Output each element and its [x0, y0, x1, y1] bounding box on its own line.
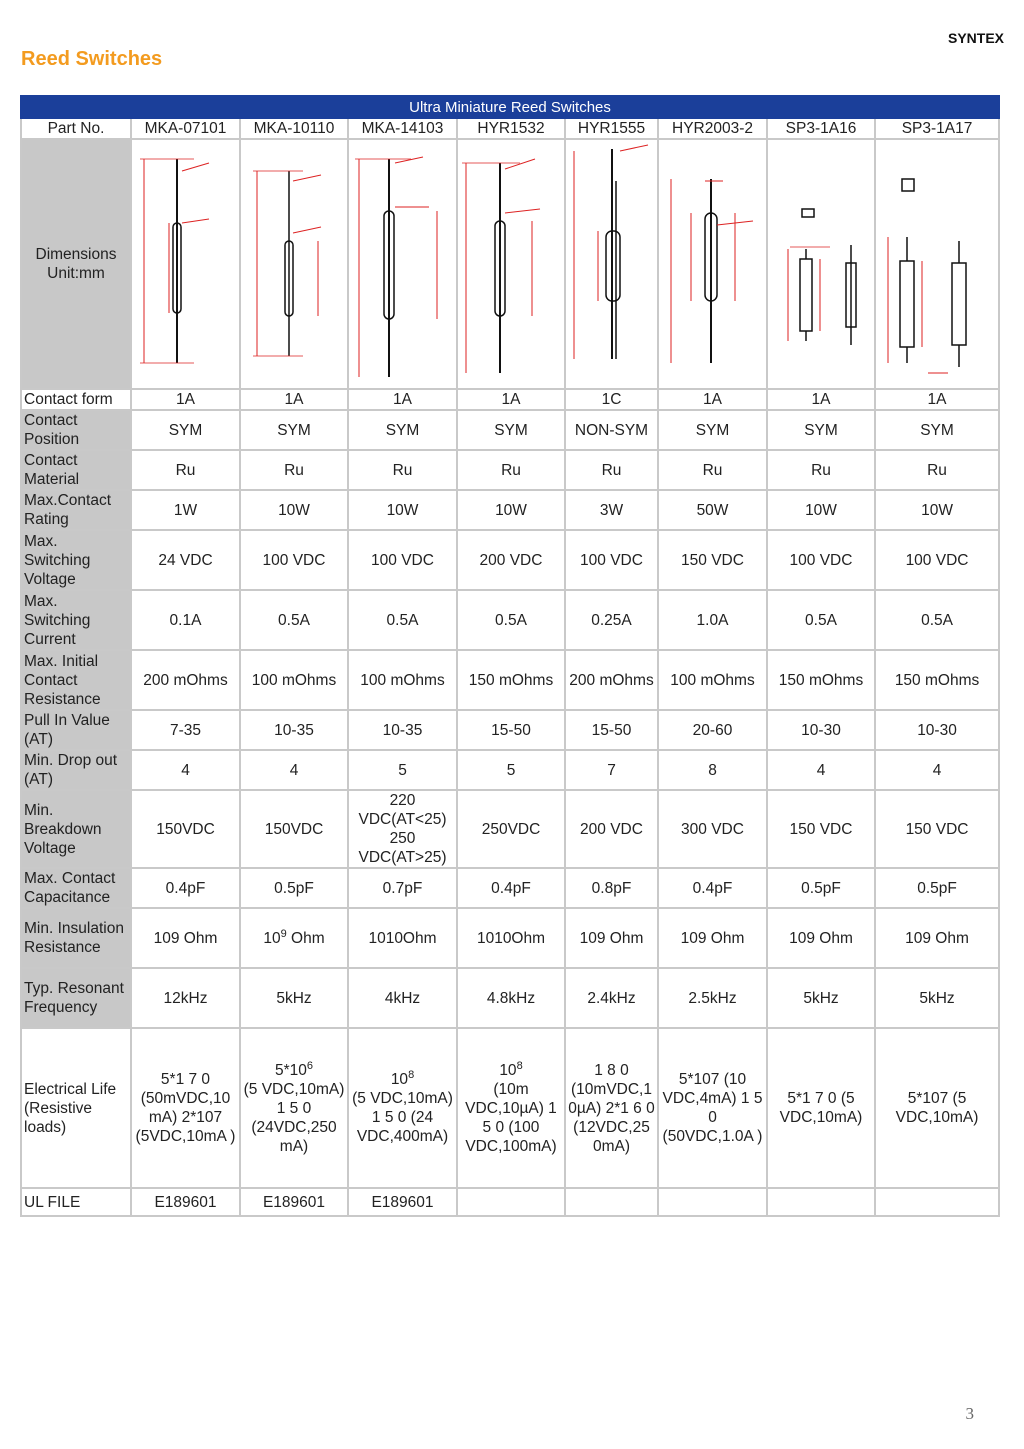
spec-cell: Ru [658, 450, 767, 490]
part-no-header: Part No. [21, 118, 131, 139]
spec-cell: Ru [240, 450, 348, 490]
spec-cell: 1010Ohm [457, 908, 565, 968]
spec-cell: 0.4pF [658, 868, 767, 908]
spec-table [20, 95, 1000, 1217]
part-number: MKA-14103 [348, 118, 457, 139]
spec-cell: 5kHz [875, 968, 999, 1028]
spec-row [21, 868, 999, 908]
spec-cell: 4 [240, 750, 348, 790]
spec-cell: 100 mOhms [348, 650, 457, 710]
spec-cell: 4.8kHz [457, 968, 565, 1028]
spec-cell: 0.8pF [565, 868, 658, 908]
part-number: MKA-07101 [131, 118, 240, 139]
spec-cell: 10W [767, 490, 875, 530]
spec-cell: 0.1A [131, 590, 240, 650]
spec-cell: 200 VDC [565, 790, 658, 868]
spec-cell: NON-SYM [565, 410, 658, 450]
spec-cell: 0.5A [875, 590, 999, 650]
table-banner: Ultra Miniature Reed Switches [21, 96, 999, 118]
spec-cell: 2.4kHz [565, 968, 658, 1028]
spec-cell: 5kHz [240, 968, 348, 1028]
spec-cell: 15-50 [565, 710, 658, 750]
spec-rows [21, 389, 999, 1216]
spec-row [21, 389, 999, 410]
part-number: HYR1555 [565, 118, 658, 139]
dimension-drawing [658, 139, 767, 389]
spec-cell: 5 [348, 750, 457, 790]
row-label: Min. Breakdown Voltage [21, 790, 131, 868]
spec-row [21, 750, 999, 790]
spec-cell: 200 mOhms [565, 650, 658, 710]
spec-cell: 150 mOhms [457, 650, 565, 710]
spec-cell: 5*1 7 0 (5 VDC,10mA) [767, 1028, 875, 1188]
part-number: SP3-1A17 [875, 118, 999, 139]
spec-cell: 5*1 7 0 (50mVDC,10 mA) 2*107 (5VDC,10mA ) [131, 1028, 240, 1188]
spec-cell: 200 mOhms [131, 650, 240, 710]
spec-cell: 150 VDC [875, 790, 999, 868]
spec-cell: Ru [131, 450, 240, 490]
spec-cell: 4kHz [348, 968, 457, 1028]
spec-cell: E189601 [348, 1188, 457, 1216]
spec-cell: 10W [348, 490, 457, 530]
part-number: MKA-10110 [240, 118, 348, 139]
spec-cell: 4 [767, 750, 875, 790]
spec-cell: 100 VDC [565, 530, 658, 590]
spec-cell: 0.25A [565, 590, 658, 650]
spec-cell [767, 1188, 875, 1216]
spec-cell: 5 [457, 750, 565, 790]
spec-cell: Ru [348, 450, 457, 490]
dimension-drawing [767, 139, 875, 389]
spec-cell: 100 VDC [348, 530, 457, 590]
spec-row [21, 590, 999, 650]
spec-cell: $10^8$ (10m VDC,10µA) 1 5 0 (100 VDC,100mA) [457, 1028, 565, 1188]
spec-cell: 100 mOhms [658, 650, 767, 710]
spec-cell: 0.5pF [875, 868, 999, 908]
spec-cell: 109 Ohm [658, 908, 767, 968]
spec-cell: 5*107 (10 VDC,4mA) 1 5 0 (50VDC,1.0A ) [658, 1028, 767, 1188]
spec-cell: 100 VDC [240, 530, 348, 590]
spec-cell: SYM [240, 410, 348, 450]
spec-cell: 0.5pF [767, 868, 875, 908]
spec-row [21, 530, 999, 590]
spec-cell: 10W [875, 490, 999, 530]
spec-cell: 0.5A [348, 590, 457, 650]
spec-cell: 1W [131, 490, 240, 530]
spec-cell: 0.5A [457, 590, 565, 650]
spec-cell: 150 VDC [767, 790, 875, 868]
row-label: Min. Drop out (AT) [21, 750, 131, 790]
spec-cell [875, 1188, 999, 1216]
spec-cell: 5*107 (5 VDC,10mA) [875, 1028, 999, 1188]
spec-cell: 3W [565, 490, 658, 530]
spec-cell: 150 VDC [658, 530, 767, 590]
spec-cell: 10-35 [240, 710, 348, 750]
spec-cell: 150VDC [240, 790, 348, 868]
spec-cell: 150 mOhms [767, 650, 875, 710]
spec-cell: E189601 [240, 1188, 348, 1216]
brand-name: SYNTEX [947, 30, 1004, 46]
spec-row [21, 1028, 999, 1188]
row-label: UL FILE [21, 1188, 131, 1216]
row-label: Max. Switching Current [21, 590, 131, 650]
row-label: Pull In Value (AT) [21, 710, 131, 750]
spec-cell: 1A [240, 389, 348, 410]
spec-cell: 0.5A [240, 590, 348, 650]
spec-cell: 1A [658, 389, 767, 410]
spec-cell: 10-30 [767, 710, 875, 750]
spec-cell: 5kHz [767, 968, 875, 1028]
spec-cell: 24 VDC [131, 530, 240, 590]
dimension-drawing [240, 139, 348, 389]
spec-cell: 300 VDC [658, 790, 767, 868]
spec-row [21, 968, 999, 1028]
row-label: Max. Initial Contact Resistance [21, 650, 131, 710]
spec-cell: Ru [875, 450, 999, 490]
spec-cell: SYM [875, 410, 999, 450]
spec-cell: 150 mOhms [875, 650, 999, 710]
spec-cell: 0.4pF [457, 868, 565, 908]
spec-cell: 1 8 0 (10mVDC,1 0µA) 2*1 6 0 (12VDC,25 0mA) [565, 1028, 658, 1188]
spec-row [21, 490, 999, 530]
spec-cell: 0.4pF [131, 868, 240, 908]
spec-cell: 0.7pF [348, 868, 457, 908]
spec-cell: Ru [457, 450, 565, 490]
spec-cell: 7 [565, 750, 658, 790]
spec-cell: 10W [240, 490, 348, 530]
spec-cell: 7-35 [131, 710, 240, 750]
dimensions-label: Dimensions Unit:mm [21, 139, 131, 389]
row-label: Typ. Resonant Frequency [21, 968, 131, 1028]
spec-cell: 0.5pF [240, 868, 348, 908]
part-number: HYR1532 [457, 118, 565, 139]
spec-cell: 150VDC [131, 790, 240, 868]
page-title: Reed Switches [21, 48, 163, 70]
spec-cell: 1A [348, 389, 457, 410]
part-number: SP3-1A16 [767, 118, 875, 139]
spec-cell: 1010Ohm [348, 908, 457, 968]
spec-cell: 100 VDC [875, 530, 999, 590]
spec-cell: 1A [767, 389, 875, 410]
spec-cell: 1A [875, 389, 999, 410]
spec-cell: SYM [131, 410, 240, 450]
spec-cell: 250VDC [457, 790, 565, 868]
spec-cell: 1A [131, 389, 240, 410]
row-label: Max. Contact Capacitance [21, 868, 131, 908]
spec-cell: 200 VDC [457, 530, 565, 590]
dimension-drawing [131, 139, 240, 389]
spec-cell: 4 [875, 750, 999, 790]
spec-cell: 20-60 [658, 710, 767, 750]
spec-cell: 4 [131, 750, 240, 790]
spec-cell: 2.5kHz [658, 968, 767, 1028]
row-label: Contact Position [21, 410, 131, 450]
spec-row [21, 410, 999, 450]
dimension-drawing [457, 139, 565, 389]
row-label: Max. Switching Voltage [21, 530, 131, 590]
spec-cell [457, 1188, 565, 1216]
spec-cell: 100 VDC [767, 530, 875, 590]
spec-cell: 8 [658, 750, 767, 790]
dimension-drawing [565, 139, 658, 389]
spec-cell: 109 Ohm [131, 908, 240, 968]
row-label: Electrical Life (Resistive loads) [21, 1028, 131, 1188]
row-label: Contact form [21, 389, 131, 410]
spec-row [21, 450, 999, 490]
spec-row [21, 650, 999, 710]
spec-row [21, 790, 999, 868]
spec-row [21, 1188, 999, 1216]
spec-cell: SYM [348, 410, 457, 450]
spec-cell: Ru [565, 450, 658, 490]
spec-cell: 109 Ohm [767, 908, 875, 968]
spec-cell: 10-30 [875, 710, 999, 750]
spec-cell: SYM [658, 410, 767, 450]
row-label: Max.Contact Rating [21, 490, 131, 530]
spec-cell: 12kHz [131, 968, 240, 1028]
spec-cell [565, 1188, 658, 1216]
spec-cell: $5*10^6$ (5 VDC,10mA) 1 5 0 (24VDC,250 mA) [240, 1028, 348, 1188]
spec-cell [658, 1188, 767, 1216]
spec-cell: SYM [457, 410, 565, 450]
spec-cell: 10W [457, 490, 565, 530]
dimension-drawing [875, 139, 999, 389]
spec-cell: 1A [457, 389, 565, 410]
spec-cell: 1.0A [658, 590, 767, 650]
spec-cell: $10^9$ Ohm [240, 908, 348, 968]
page-number: 3 [965, 1404, 974, 1423]
part-number: HYR2003-2 [658, 118, 767, 139]
dimension-drawing [348, 139, 457, 389]
spec-cell: 10-35 [348, 710, 457, 750]
spec-cell: E189601 [131, 1188, 240, 1216]
spec-cell: 109 Ohm [875, 908, 999, 968]
spec-cell: 0.5A [767, 590, 875, 650]
spec-cell: 100 mOhms [240, 650, 348, 710]
spec-cell: 15-50 [457, 710, 565, 750]
spec-row [21, 710, 999, 750]
spec-cell: 1C [565, 389, 658, 410]
spec-cell: 220 VDC(AT<25) 250 VDC(AT>25) [348, 790, 457, 868]
spec-cell: SYM [767, 410, 875, 450]
row-label: Min. Insulation Resistance [21, 908, 131, 968]
row-label: Contact Material [21, 450, 131, 490]
spec-cell: Ru [767, 450, 875, 490]
spec-cell: 50W [658, 490, 767, 530]
spec-cell: 109 Ohm [565, 908, 658, 968]
spec-cell: $10^8$ (5 VDC,10mA) 1 5 0 (24 VDC,400mA) [348, 1028, 457, 1188]
spec-row [21, 908, 999, 968]
